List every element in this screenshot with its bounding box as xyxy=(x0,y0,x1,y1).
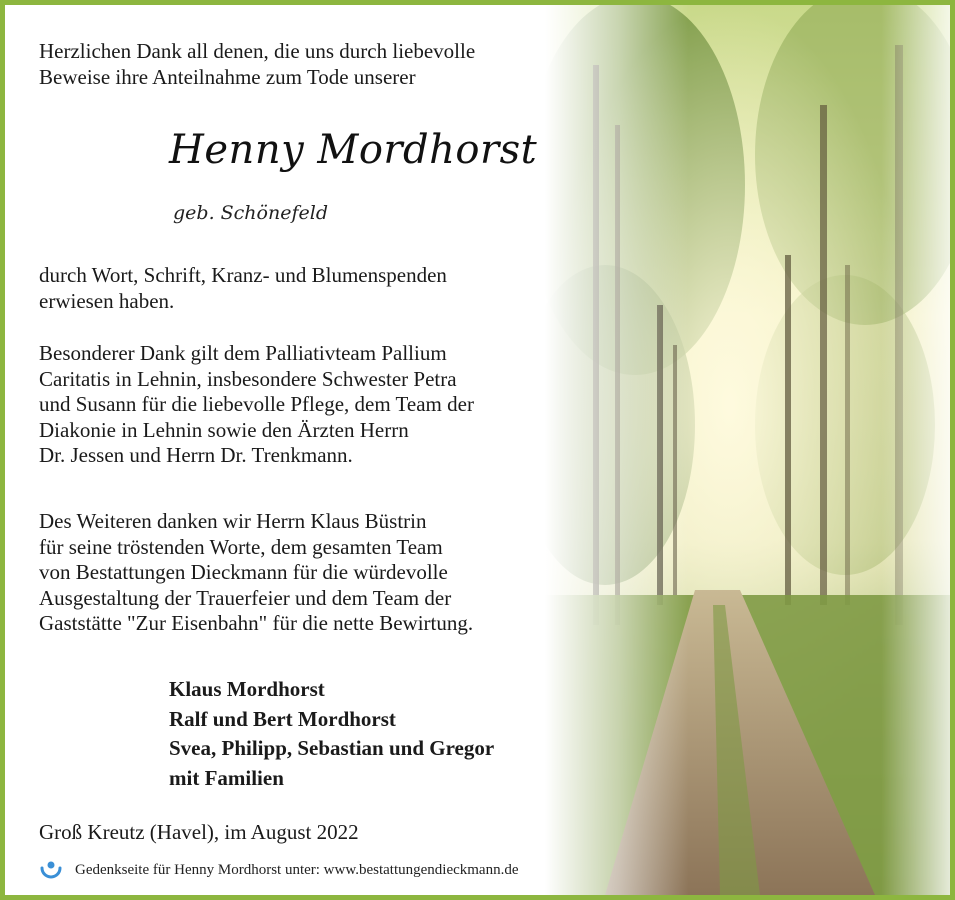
thanks-paragraph: durch Wort, Schrift, Kranz- und Blumenspenden erwiesen haben. xyxy=(39,263,447,313)
intro-paragraph: Herzlichen Dank all denen, die uns durch liebevolle Beweise ihre Anteilnahme zum Tode unserer xyxy=(39,39,476,89)
memorial-link-text[interactable]: Gedenkseite für Henny Mordhorst unter: www.bestattungendieckmann.de xyxy=(75,861,519,878)
signatures: Klaus Mordhorst Ralf und Bert Mordhorst Svea, Philipp, Sebastian und Gregor mit Familien xyxy=(169,677,495,790)
memorial-footer xyxy=(39,859,519,881)
place-date: Groß Kreutz (Havel), im August 2022 xyxy=(39,820,359,844)
further-thanks-paragraph: Des Weiteren danken wir Herrn Klaus Büstrin für seine tröstenden Worte, dem gesamten Team von Bestattungen Dieckmann für die würdevolle Ausgestaltung der Trauerfeier und dem Team der Gaststätte "Zur Eisenbahn" für die nette Bewirtung. xyxy=(39,509,474,635)
special-thanks-paragraph: Besonderer Dank gilt dem Palliativteam Pallium Caritatis in Lehnin, insbesondere Schwester Petra und Susann für die liebevolle Pflege, dem Team der Diakonie in Lehnin sowie den Ärzten Herrn Dr. Jessen und Herrn Dr. Trenkmann. xyxy=(39,341,474,467)
memorial-logo-icon xyxy=(39,858,63,882)
maiden-name: geb. Schönefeld xyxy=(173,202,328,224)
forest-path-image xyxy=(545,5,955,895)
deceased-name: Henny Mordhorst xyxy=(169,127,538,173)
